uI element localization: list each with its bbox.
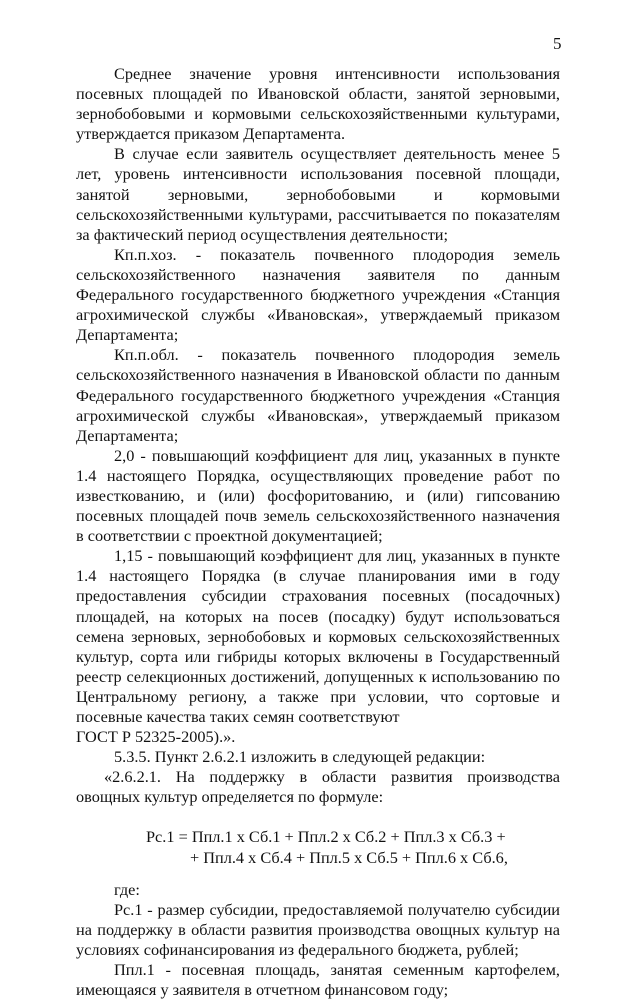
- paragraph-coefficient-2-0: 2,0 - повышающий коэффициент для лиц, указанных в пункте 1.4 настоящего Порядка, осуществляющих проведение работ по известкованию, и (или) фосфоритованию, и (или) гипсованию посевных площадей почв земель сельскохозяйственного назначения в соответствии с проектной документацией;: [76, 445, 560, 546]
- paragraph-rs1-definition: Рс.1 - размер субсидии, предоставляемой получателю субсидии на поддержку в области развития производства овощных культур на условиях софинансирования из федерального бюджета, рублей;: [76, 899, 560, 959]
- paragraph-gost: ГОСТ Р 52325-2005).».: [76, 727, 236, 747]
- paragraph-coefficient-1-15: 1,15 - повышающий коэффициент для лиц, указанных в пункте 1.4 настоящего Порядка (в случае планирования ими в году предоставления субсидии страхования посевных (посадочных) площадей, на которых на посев (посадку) будут использоваться семена зерновых, зернобобовых и кормовых сельскохозяйственных культур, сорта или гибриды которых включены в Государственный реестр селекционных достижений, допущенных к использованию по Центральному региону, а также при условии, что сортовые и посевные качества таких семян соответствуют: [76, 546, 560, 726]
- formula-line-1: Рс.1 = Ппл.1 х Сб.1 + Ппл.2 х Сб.2 + Ппл.3 х Сб.3 +: [146, 827, 506, 847]
- formula-line-2: + Ппл.4 х Сб.4 + Ппл.5 х Сб.5 + Ппл.6 х Сб.6,: [190, 847, 508, 867]
- paragraph-clause-2-6-2-1: «2.6.2.1. На поддержку в области развития производства овощных культур определяется по формуле:: [76, 767, 560, 807]
- paragraph-less-than-5-years: В случае если заявитель осуществляет деятельность менее 5 лет, уровень интенсивности использования посевной площади, занятой зерновыми, зернобобовыми и кормовыми сельскохозяйственными культурами, рассчитывается по показателям за фактический период осуществления деятельности;: [76, 144, 560, 244]
- subsidy-formula: [76, 827, 560, 867]
- paragraph-kpp-obl: Кп.п.обл. - показатель почвенного плодородия земель сельскохозяйственного назначения в Ивановской области по данным Федерального государственного бюджетного учреждения «Станция агрохимической службы «Ивановская», утверждаемый приказом Департамента;: [76, 345, 560, 445]
- paragraph-ppl1-definition: Ппл.1 - посевная площадь, занятая семенным картофелем, имеющаяся у заявителя в отчетном финансовом году;: [76, 960, 560, 1000]
- paragraph-where: где:: [114, 879, 140, 899]
- page-number: 5: [553, 34, 562, 53]
- paragraph-clause-5-3-5: 5.3.5. Пункт 2.6.2.1 изложить в следующей редакции:: [114, 747, 486, 767]
- document-body: [76, 64, 560, 1000]
- paragraph-average-intensity: Среднее значение уровня интенсивности использования посевных площадей по Ивановской области, занятой зерновыми, зернобобовыми и кормовыми сельскохозяйственными культурами, утверждается приказом Департамента.: [76, 64, 560, 144]
- paragraph-kpp-hoz: Кп.п.хоз. - показатель почвенного плодородия земель сельскохозяйственного назначения заявителя по данным Федерального государственного бюджетного учреждения «Станция агрохимической службы «Ивановская», утверждаемый приказом Департамента;: [76, 244, 560, 345]
